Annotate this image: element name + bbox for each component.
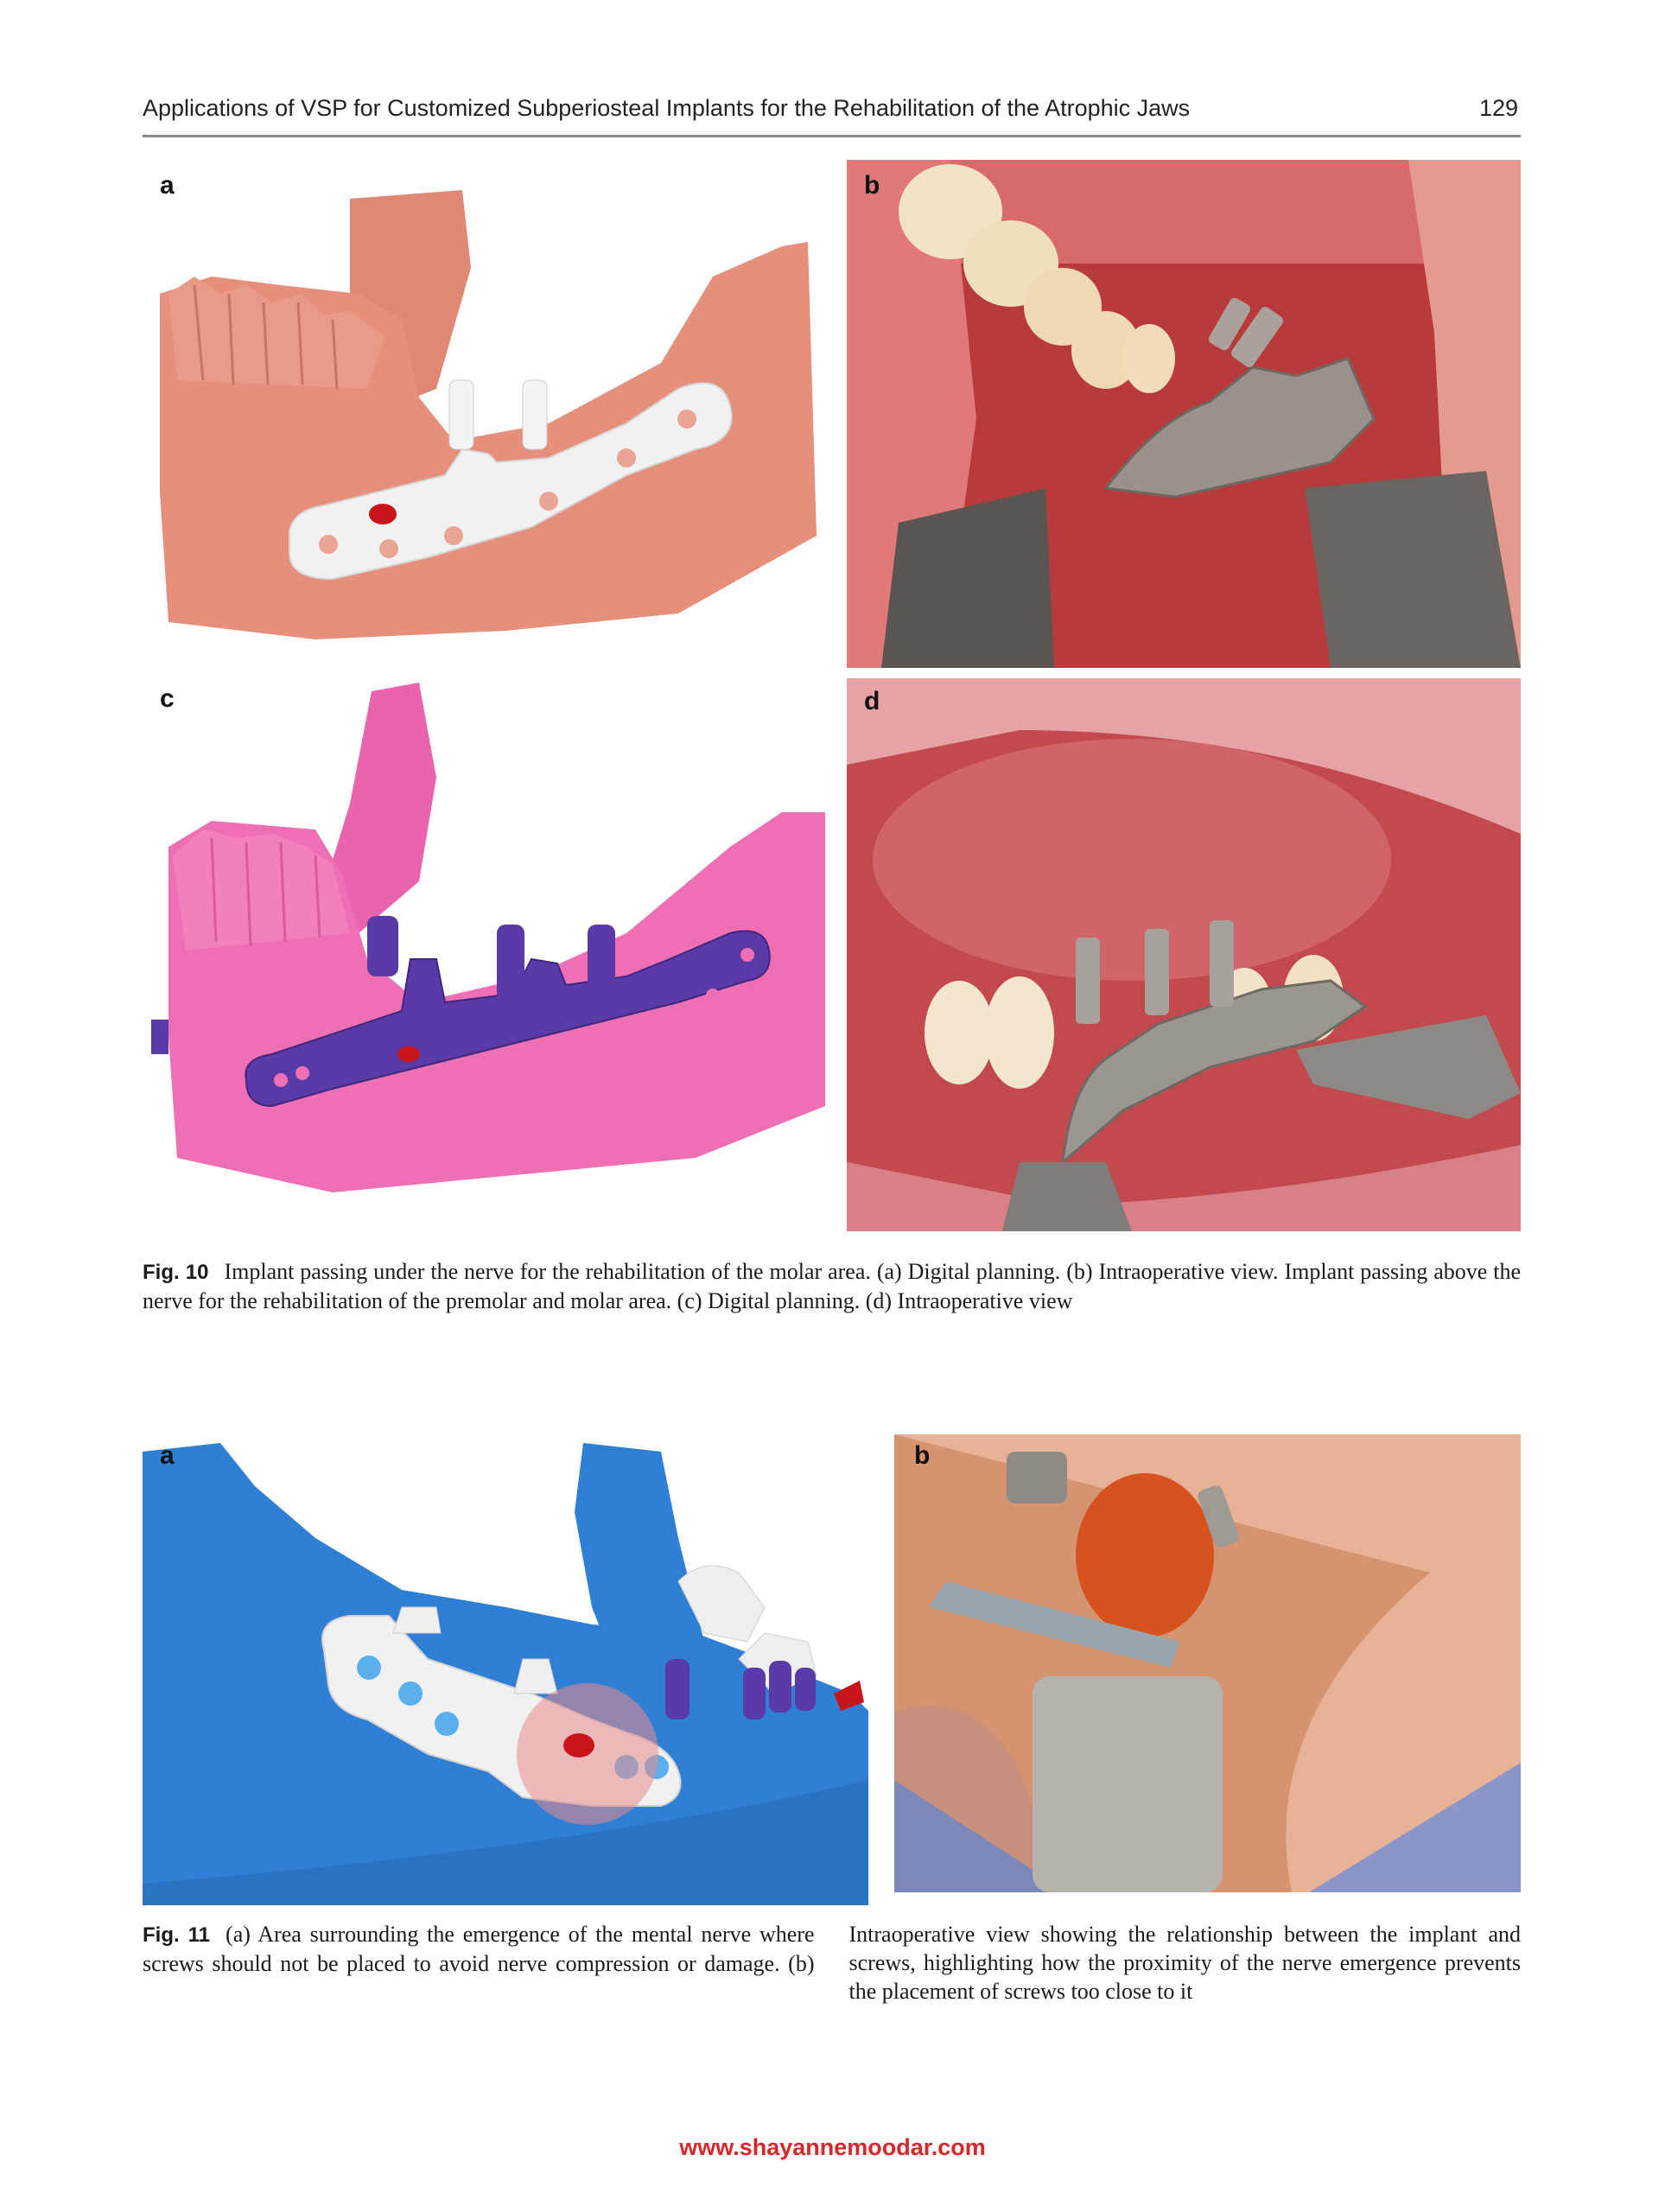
footer-website[interactable]: www.shayannemoodar.com: [679, 2134, 986, 2160]
fig10-label-c: c: [160, 684, 175, 713]
fig11-panel-a-image: [143, 1434, 868, 1905]
fig11-label-b: b: [914, 1441, 931, 1470]
fig10-panel-d-image: [847, 678, 1521, 1231]
header-rule: [143, 135, 1521, 137]
salmon-mandible-render: [143, 164, 825, 639]
fig10-caption-label: Fig. 10: [143, 1261, 209, 1284]
fig11-caption-label: Fig. 11: [143, 1923, 211, 1947]
fig11-caption-text: (a) Area surrounding the emergence of the mental nerve where screws should not be placed to avoid nerve compression or damage. (b) Intraoperative view showing the relationship between the implant and screws, highlighting how the proximity of the nerve emergence prevents the placement of screws too close to it: [143, 1922, 1521, 2004]
pink-mandible-render: [143, 674, 825, 1192]
intraoperative-photo-d: [847, 678, 1521, 1231]
fig10-label-a: a: [160, 171, 175, 200]
fig10-label-d: d: [864, 687, 880, 715]
fig10-caption: [143, 1257, 1521, 1315]
fig11-panel-b-image: [894, 1434, 1521, 1892]
blue-mandible-render: [143, 1434, 868, 1905]
fig10-caption-text: Implant passing under the nerve for the rehabilitation of the molar area. (a) Digital planning. (b) Intraoperative view. Implant passing above the nerve for the rehabilitation of the premolar and molar area. (c) Digital planning. (d) Intraoperative view: [143, 1259, 1521, 1313]
intraoperative-photo-b: [847, 160, 1521, 668]
intraoperative-photo-b-fig11: [894, 1434, 1521, 1892]
fig11-caption: [143, 1920, 1521, 2005]
fig10-panel-c-image: [143, 674, 825, 1192]
fig11-label-a: a: [160, 1441, 175, 1470]
fig10-panel-a-image: [143, 164, 825, 639]
running-title: Applications of VSP for Customized Subperiosteal Implants for the Rehabilitation of the Atrophic Jaws: [143, 95, 1191, 121]
fig10-panel-b-image: [847, 160, 1521, 668]
fig10-label-b: b: [864, 171, 880, 200]
page-number: 129: [1478, 95, 1518, 121]
